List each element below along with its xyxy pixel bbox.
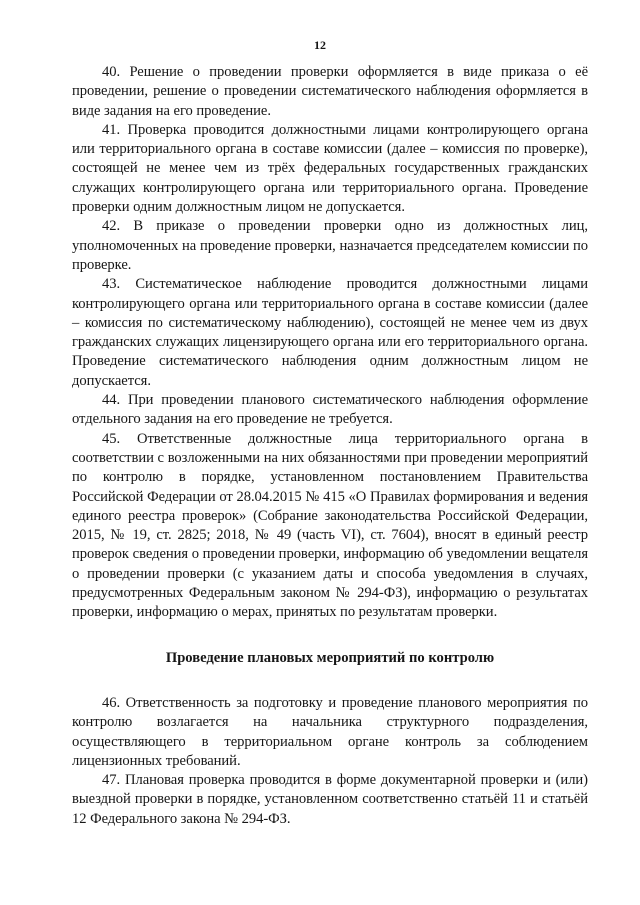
section-heading: Проведение плановых мероприятий по контролю <box>165 649 495 666</box>
paragraph-46: 46. Ответственность за подготовку и проведение планового мероприятия по контролю возлагается на начальника структурного подразделения, осуществляющего в территориальном органе контроль за соблюдением лицензионных требований. <box>72 694 588 769</box>
paragraph-42: 42. В приказе о проведении проверки одно из должностных лиц, уполномоченных на проведение проверки, назначается председателем комиссии по проверке. <box>72 218 588 273</box>
paragraph-47: 47. Плановая проверка проводится в форме документарной проверки и (или) выездной проверки в порядке, установленном соответственно статьёй 11 и статьёй 12 Федерального закона № 294-ФЗ. <box>72 772 588 827</box>
paragraph-45: 45. Ответственные должностные лица территориального органа в соответствии с возложенными на них обязанностями при проведении мероприятий по контролю в порядке, установленном постановлением Правительства Российской Федерации от 28.04.2015 № 415 «О Правилах формирования и ведения единого реестра проверок» (Собрание законодательства Российской Федерации, 2015, № 19, ст. 2825; 2018, № 49 (часть VI), ст. 7604), вносят в единый реестр проверок сведения о проведении проверки, информацию об уведомлении вещателя о проведении проверки (с указанием даты и способа уведомления в случаях, предусмотренных Федеральным законом № 294-ФЗ), информацию о результатах проверки, информацию о мерах, принятых по результатам проверки. <box>72 430 588 621</box>
document-body <box>72 63 588 829</box>
paragraph-40: 40. Решение о проведении проверки оформляется в виде приказа о её проведении, решение о проведении систематического наблюдения оформляется в виде задания на его проведение. <box>72 64 588 119</box>
paragraph-43: 43. Систематическое наблюдение проводится должностными лицами контролирующего органа или территориального органа в составе комиссии (далее – комиссия по систематическому наблюдению), состоящей не менее чем из двух гражданских служащих лицензирующего органа или его территориального органа. Проведение систематического наблюдения одним должностным лицом не допускается. <box>72 276 588 389</box>
paragraph-44: 44. При проведении планового систематического наблюдения оформление отдельного задания на его проведение не требуется. <box>72 392 588 428</box>
paragraph-41: 41. Проверка проводится должностными лицами контролирующего органа или территориального органа в составе комиссии (далее – комиссия по проверке), состоящей не менее чем из трёх федеральных государственных гражданских служащих контролирующего органа или территориального органа. Проведение проверки одним должностным лицом не допускается. <box>72 121 588 216</box>
page-number: 12 <box>314 38 326 52</box>
